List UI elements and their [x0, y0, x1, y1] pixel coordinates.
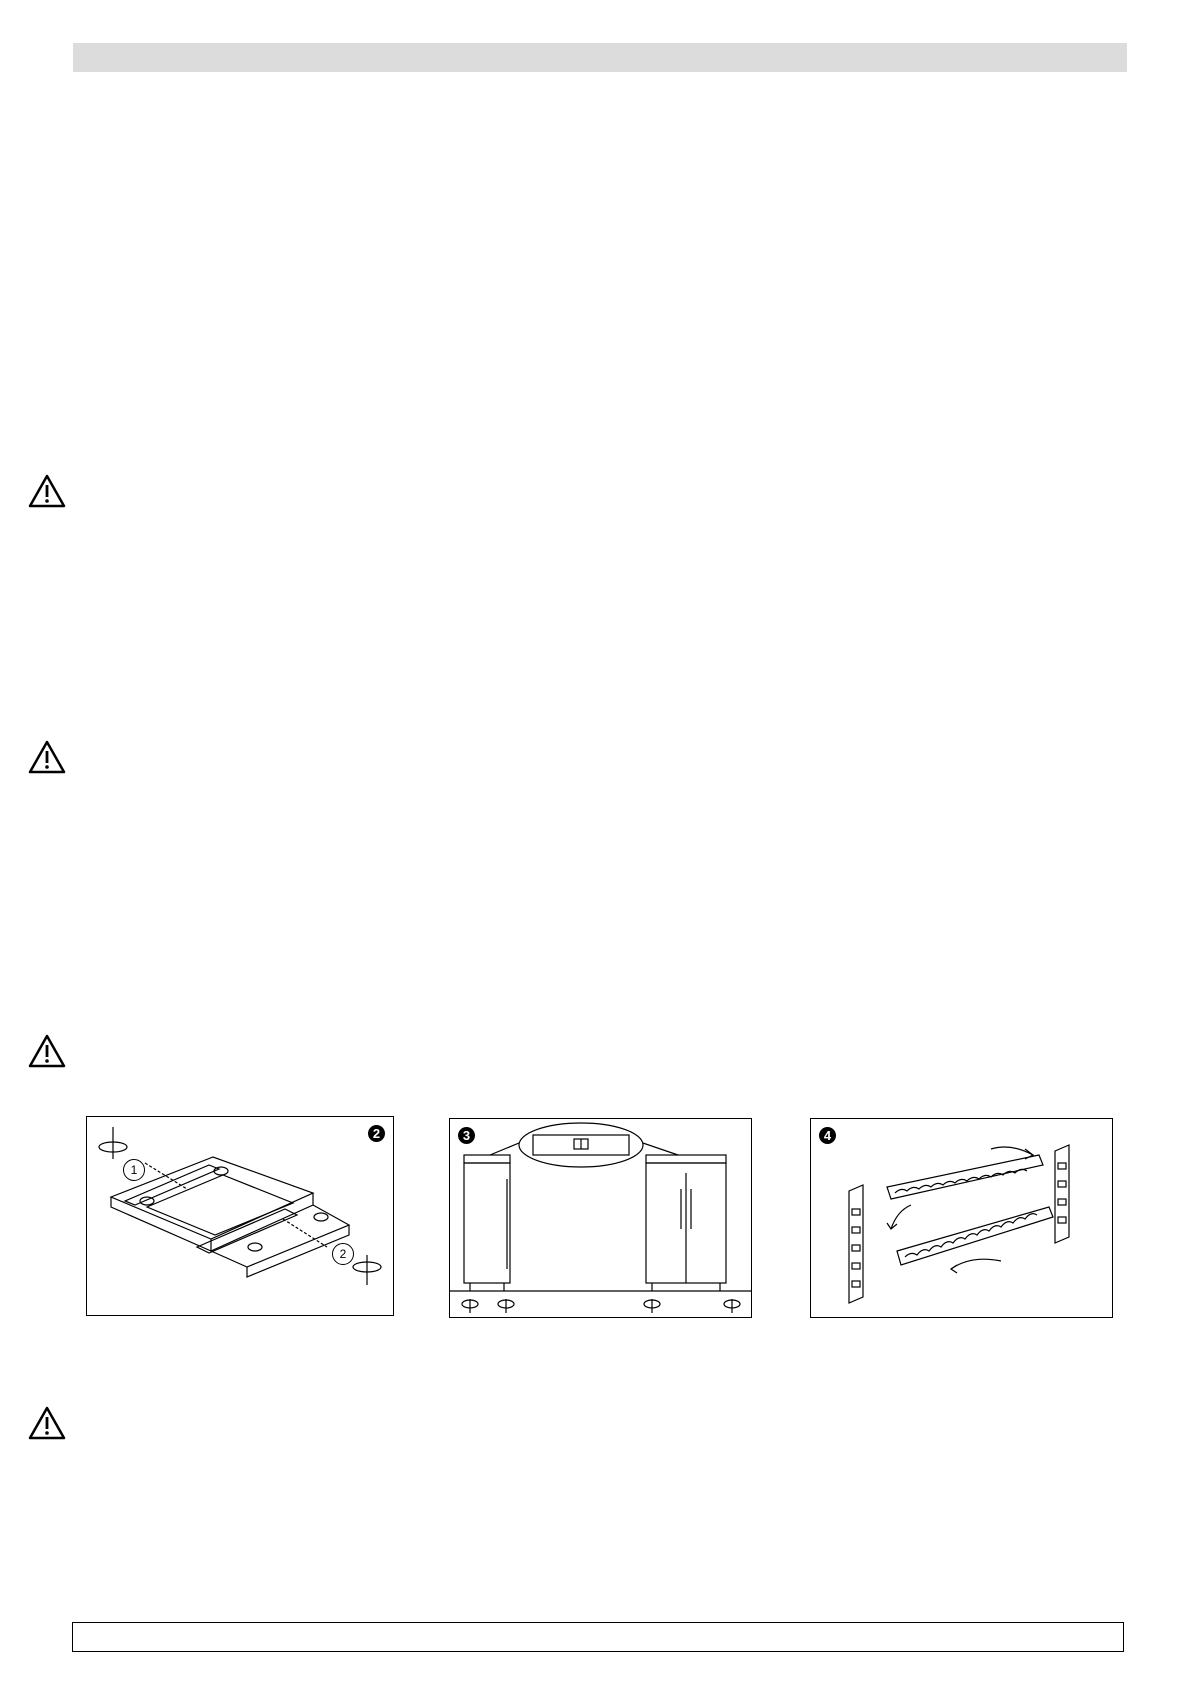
pallet-illustration	[87, 1117, 393, 1315]
header-bar	[73, 43, 1127, 72]
shelf-bracket-illustration	[811, 1119, 1112, 1317]
figure-badge: 3	[458, 1127, 475, 1144]
callout-1: 1	[123, 1159, 145, 1181]
warning-triangle-icon	[28, 740, 66, 774]
figure-badge: 2	[368, 1125, 385, 1142]
warning-triangle-icon	[28, 1034, 66, 1068]
figure-4-shelf-brackets	[810, 1118, 1113, 1318]
figure-2-pallet	[86, 1116, 394, 1316]
warning-triangle-icon	[28, 1406, 66, 1440]
levelling-illustration	[450, 1119, 751, 1317]
figure-badge: 4	[819, 1127, 836, 1144]
figure-3-levelling	[449, 1118, 752, 1318]
warning-triangle-icon	[28, 474, 66, 508]
footer-box	[72, 1622, 1124, 1652]
callout-2: 2	[332, 1243, 354, 1265]
